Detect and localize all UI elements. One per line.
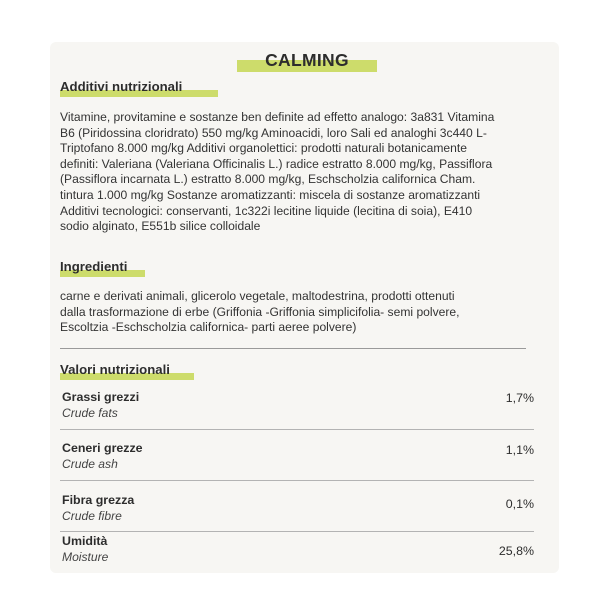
additives-line: B6 (Piridossina cloridrato) 550 mg/kg Aminoacidi, loro Sali ed analoghi 3c440 L-: [60, 125, 487, 140]
ingredients-heading: Ingredienti: [60, 259, 128, 274]
additives-line: sodio alginato, E551b silice colloidale: [60, 219, 261, 234]
nutrient-name-en: Crude ash: [62, 457, 118, 471]
nutrient-value: 1,1%: [505, 443, 534, 457]
additives-text: [60, 110, 494, 235]
nutrient-name-en: Crude fats: [62, 406, 118, 420]
product-title: CALMING: [265, 50, 349, 70]
nutrient-value: 1,7%: [505, 391, 534, 405]
nutrition-row-crude-fats: [60, 390, 534, 426]
ingredients-line: Escoltzia -Eschscholzia californica- parti aeree polvere): [60, 320, 357, 335]
nutrient-name: Fibra grezza: [62, 493, 135, 507]
nutrient-name: Ceneri grezze: [62, 441, 143, 455]
ingredients-text: [60, 289, 459, 336]
nutrient-name: Umidità: [62, 534, 108, 548]
row-divider: [60, 429, 534, 430]
nutrition-row-moisture: [60, 534, 534, 570]
nutrition-heading: Valori nutrizionali: [60, 362, 170, 377]
additives-heading: Additivi nutrizionali: [60, 79, 183, 94]
ingredients-line: carne e derivati animali, glicerolo vegetale, maltodestrina, prodotti ottenuti: [60, 289, 455, 303]
product-title-block: [237, 50, 377, 74]
additives-line: tintura 1.000 mg/kg Sostanze aromatizzanti: miscela di sostanze aromatizzanti: [60, 187, 481, 202]
nutrient-name-en: Moisture: [62, 550, 109, 564]
nutrient-value: 0,1%: [505, 497, 534, 511]
nutrient-value: 25,8%: [498, 544, 534, 558]
ingredients-line: dalla trasformazione di erbe (Griffonia -Griffonia simplicifolia- semi polvere,: [60, 304, 460, 319]
additives-line: Additivi tecnologici: conservanti, 1c322i lecitine liquide (lecitina di soia), E410: [60, 203, 473, 218]
nutrition-row-crude-fibre: [60, 493, 534, 529]
nutrient-name: Grassi grezzi: [62, 390, 140, 404]
row-divider: [60, 480, 534, 481]
section-divider: [60, 348, 526, 349]
additives-line: (Passiflora incarnata L.) estratto 8.000 mg/kg, Eschscholzia californica Cham.: [60, 172, 476, 187]
row-divider: [60, 531, 534, 532]
additives-line: Triptofano 8.000 mg/kg Additivi organolettici: prodotti naturali botanicamente: [60, 141, 467, 156]
additives-line: Vitamine, provitamine e sostanze ben definite ad effetto analogo: 3a831 Vitamina: [60, 110, 495, 124]
nutrient-name-en: Crude fibre: [62, 509, 122, 523]
additives-line: definiti: Valeriana (Valeriana Officinalis L.) radice estratto 8.000 mg/kg, Passiflora: [60, 156, 493, 171]
nutrition-row-crude-ash: [60, 441, 534, 477]
